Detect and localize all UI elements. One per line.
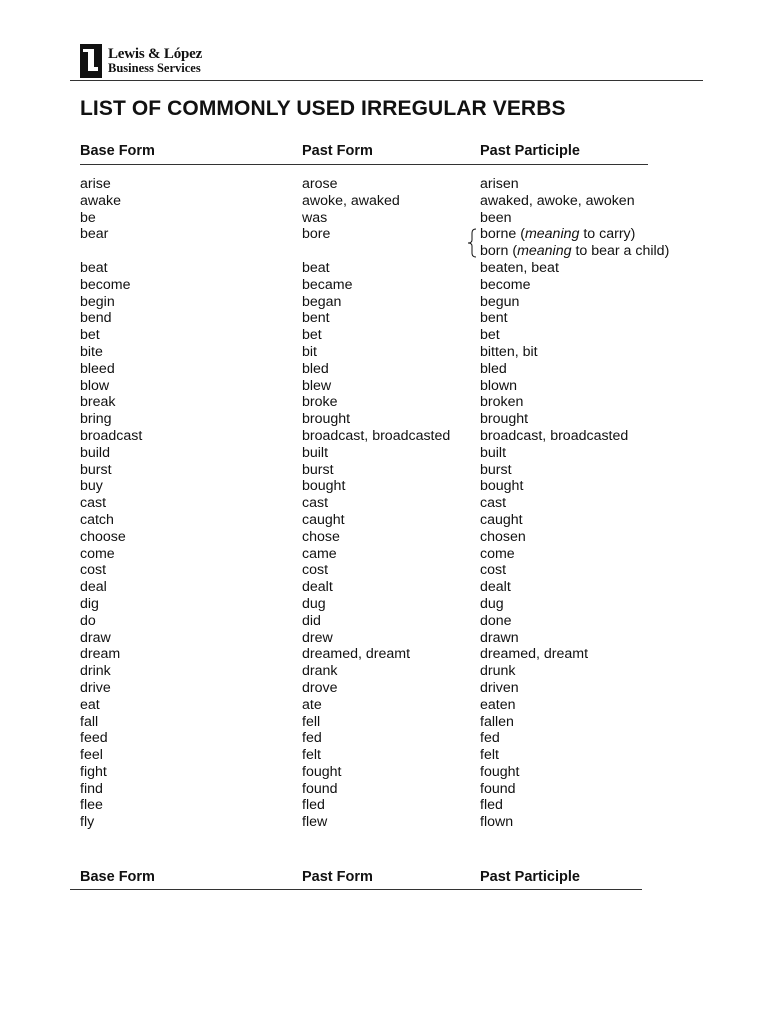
base-form-cell: cost [80, 562, 107, 579]
past-form-cell: began [302, 293, 342, 310]
note-text: to bear a child) [571, 243, 670, 260]
past-participle-cell: fallen [480, 713, 514, 730]
base-form-cell: bleed [80, 360, 115, 377]
past-participle-cell: fed [480, 730, 500, 747]
base-form-cell: feed [80, 730, 108, 747]
past-participle-cell: become [480, 276, 531, 293]
past-form-cell: bore [302, 226, 331, 243]
past-form-cell: dealt [302, 579, 333, 596]
page-title: LIST OF COMMONLY USED IRREGULAR VERBS [80, 97, 566, 120]
past-participle-cell: cost [480, 562, 507, 579]
base-form-cell: catch [80, 511, 114, 528]
past-participle-cell: found [480, 780, 516, 797]
past-participle-cell: caught [480, 511, 523, 528]
past-form-cell: brought [302, 411, 351, 428]
past-form-cell: awoke, awaked [302, 192, 400, 209]
past-participle-cell: felt [480, 747, 499, 764]
past-participle-cell: cast [480, 495, 507, 512]
company-logo [80, 44, 202, 78]
table-footer-rule [70, 889, 642, 890]
past-participle-cell: fled [480, 797, 503, 814]
past-form-cell: bet [302, 327, 322, 344]
company-subtitle: Business Services [108, 61, 201, 75]
base-form-cell: bet [80, 327, 100, 344]
past-form-cell: arose [302, 176, 338, 192]
past-participle-cell: drawn [480, 629, 519, 646]
past-form-cell: dreamed, dreamt [302, 646, 411, 663]
logo-mark-icon [80, 44, 102, 78]
past-form-cell: fed [302, 730, 322, 747]
past-form-cell: cost [302, 562, 329, 579]
past-participle-cell: dreamed, dreamt [480, 646, 589, 663]
past-form-cell: broke [302, 394, 338, 411]
past-participle-cell: arisen [480, 176, 519, 192]
past-participle-cell: fought [480, 763, 520, 780]
past-form-cell: flew [302, 814, 328, 831]
past-participle-cell: driven [480, 679, 519, 696]
past-participle-cell: bet [480, 327, 500, 344]
past-participle-cell: been [480, 209, 512, 226]
past-participle-cell: flown [480, 814, 514, 831]
base-form-cell: fall [80, 713, 99, 730]
base-form-cell: dream [80, 646, 121, 663]
base-form-cell: blow [80, 377, 110, 394]
base-form-cell: deal [80, 579, 107, 596]
company-name: Lewis & López [108, 46, 203, 62]
past-form-cell: fled [302, 797, 325, 814]
past-form-cell: drank [302, 663, 338, 680]
base-form-cell: beat [80, 259, 108, 276]
past-form-cell: blew [302, 377, 332, 394]
past-form-cell: did [302, 612, 321, 629]
past-form-cell: fought [302, 763, 342, 780]
past-form-cell: became [302, 276, 353, 293]
past-participle-cell: brought [480, 411, 529, 428]
past-form-cell: bled [302, 360, 329, 377]
past-form-cell: felt [302, 747, 321, 764]
past-participle-cell: bent [480, 310, 508, 327]
past-participle-cell: blown [480, 377, 518, 394]
base-form-cell: find [80, 780, 103, 797]
past-participle-cell: done [480, 612, 512, 629]
base-form-cell: dig [80, 595, 99, 612]
table-header-rule [80, 164, 648, 165]
past-participle-cell: broken [480, 394, 524, 411]
base-form-cell: build [80, 444, 110, 461]
base-form-cell: broadcast [80, 427, 143, 444]
past-form-cell: bit [302, 343, 317, 360]
past-participle-cell: come [480, 545, 515, 562]
past-form-cell: ate [302, 696, 322, 713]
past-participle-cell: burst [480, 461, 512, 478]
past-participle-cell: begun [480, 293, 520, 310]
base-form-cell: drive [80, 679, 111, 696]
bear-meaning-child [480, 243, 669, 260]
past-participle-cell: drunk [480, 663, 516, 680]
note-emphasis: meaning [517, 243, 572, 260]
base-form-cell: choose [80, 528, 126, 545]
past-participle-cell: awaked, awoke, awoken [480, 192, 635, 209]
past-participle-cell: dealt [480, 579, 511, 596]
header-past-form: Past Form [302, 143, 373, 159]
base-form-cell: be [80, 209, 96, 226]
header-past-participle: Past Participle [480, 869, 580, 885]
base-form-cell: bear [80, 226, 109, 243]
base-form-cell: flee [80, 797, 103, 814]
past-form-cell: built [302, 444, 329, 461]
past-form-cell: found [302, 780, 338, 797]
past-form-cell: drew [302, 629, 333, 646]
past-participle-cell [480, 226, 669, 260]
base-form-cell: do [80, 612, 96, 629]
past-form-cell: fell [302, 713, 321, 730]
past-form-cell: dug [302, 595, 326, 612]
past-form-cell: came [302, 545, 337, 562]
base-form-cell: cast [80, 495, 107, 512]
past-form-cell: burst [302, 461, 334, 478]
past-form-cell: broadcast, broadcasted [302, 427, 451, 444]
past-form-cell: caught [302, 511, 345, 528]
base-form-cell: bring [80, 411, 112, 428]
base-form-cell: feel [80, 747, 103, 764]
base-form-cell: begin [80, 293, 115, 310]
past-form-cell: bent [302, 310, 330, 327]
past-form-cell: chose [302, 528, 340, 545]
base-form-cell: become [80, 276, 131, 293]
note-emphasis: meaning [524, 226, 580, 243]
header-base-form: Base Form [80, 869, 155, 885]
base-form-cell: break [80, 394, 116, 411]
base-form-cell: arise [80, 176, 111, 192]
base-form-cell: bite [80, 343, 103, 360]
header-base-form: Base Form [80, 143, 155, 159]
past-participle-cell: bitten, bit [480, 343, 538, 360]
past-form-cell: bought [302, 478, 346, 495]
base-form-cell: drink [80, 663, 111, 680]
base-form-cell: come [80, 545, 115, 562]
base-form-cell: fly [80, 814, 95, 831]
header-divider [70, 80, 703, 81]
past-participle-cell: beaten, beat [480, 259, 559, 276]
past-participle-cell: eaten [480, 696, 516, 713]
note-text: born ( [480, 243, 518, 260]
curly-brace-icon [466, 228, 478, 258]
header-past-form: Past Form [302, 869, 373, 885]
base-form-cell: awake [80, 192, 122, 209]
past-participle-cell: bought [480, 478, 524, 495]
past-participle-cell: bled [480, 360, 507, 377]
past-form-cell: cast [302, 495, 329, 512]
past-form-cell: drove [302, 679, 338, 696]
logo-text [108, 47, 202, 75]
base-form-cell: bend [80, 310, 112, 327]
base-form-cell: eat [80, 696, 100, 713]
past-form-cell: beat [302, 259, 330, 276]
bear-meaning-carry [480, 226, 669, 243]
note-text: to carry) [579, 226, 636, 243]
note-text: borne ( [480, 226, 525, 243]
base-form-cell: buy [80, 478, 103, 495]
past-form-cell: was [302, 209, 328, 226]
base-form-cell: fight [80, 763, 107, 780]
header-past-participle: Past Participle [480, 143, 580, 159]
base-form-cell: burst [80, 461, 112, 478]
past-participle-cell: dug [480, 595, 504, 612]
base-form-cell: draw [80, 629, 111, 646]
past-participle-cell: chosen [480, 528, 526, 545]
past-participle-cell: broadcast, broadcasted [480, 427, 629, 444]
past-participle-cell: built [480, 444, 507, 461]
